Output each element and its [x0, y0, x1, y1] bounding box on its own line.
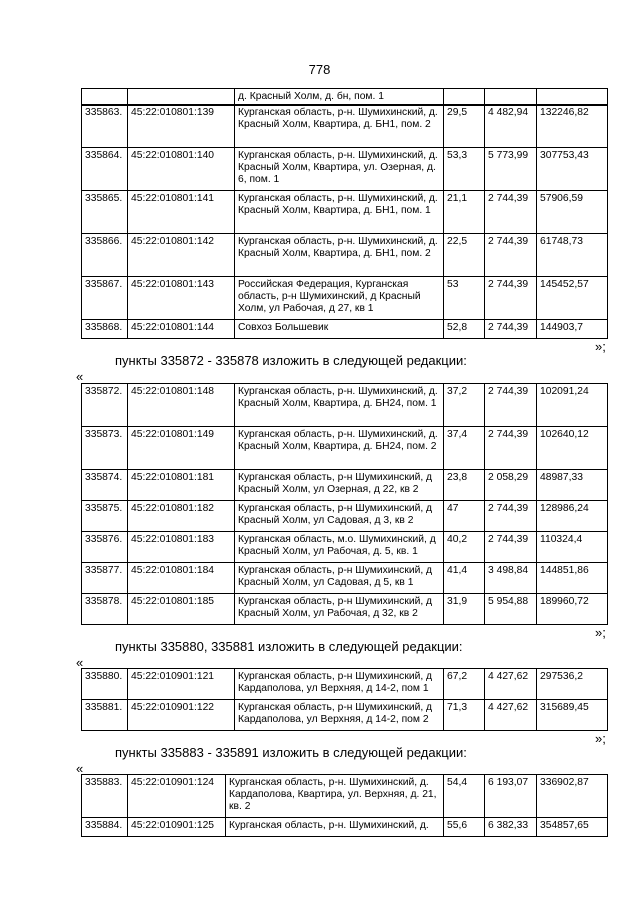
table-row: [82, 470, 608, 501]
table-row: [82, 234, 608, 277]
address-cell: Курганская область, р-н. Шумихинский, д. Красный Холм, Квартира, д. БН1, пом. 2: [235, 234, 444, 277]
address-cell: Курганская область, р-н. Шумихинский, д. Красный Холм, Квартира, д. БН24, пом. 1: [235, 384, 444, 427]
area-cell: [444, 89, 485, 106]
address-cell: Российская Федерация, Курганская область, р-н Шумихинский, д Красный Холм, ул Рабочая, д 27, кв 1: [235, 277, 444, 320]
area-cell: 22,5: [444, 234, 485, 277]
address-cell: Курганская область, м.о. Шумихинский, д Красный Холм, ул Рабочая, д. 5, кв. 1: [235, 532, 444, 563]
area-cell: 37,4: [444, 427, 485, 470]
row-number-cell: 335881.: [82, 700, 128, 731]
cadastral-number-cell: 45:22:010801:141: [128, 191, 235, 234]
table-row: [82, 594, 608, 625]
cadastral-number-cell: 45:22:010801:140: [128, 148, 235, 191]
cadastral-price-cell: 6 193,07: [485, 775, 537, 818]
area-cell: 53,3: [444, 148, 485, 191]
table-row: [82, 89, 608, 106]
address-cell: Курганская область, р-н. Шумихинский, д.: [226, 818, 444, 837]
address-cell: Курганская область, р-н. Шумихинский, д. Красный Холм, Квартира, д. БН1, пом. 1: [235, 191, 444, 234]
table-row: [82, 818, 608, 837]
cadastral-price-cell: 2 744,39: [485, 234, 537, 277]
address-cell: д. Красный Холм, д. бн, пом. 1: [235, 89, 444, 106]
cadastral-number-cell: 45:22:010801:142: [128, 234, 235, 277]
page-number: 778: [308, 62, 331, 77]
cadastral-value-cell: 297536,2: [537, 669, 608, 700]
address-cell: Курганская область, р-н. Шумихинский, д. Красный Холм, Квартира, д. БН24, пом. 2: [235, 427, 444, 470]
cadastral-price-cell: 6 382,33: [485, 818, 537, 837]
table-row: [82, 105, 608, 148]
cadastral-value-cell: 144903,7: [537, 320, 608, 339]
registry-table-4: [81, 774, 608, 837]
cadastral-value-cell: 336902,87: [537, 775, 608, 818]
row-number-cell: 335883.: [82, 775, 128, 818]
cadastral-value-cell: 132246,82: [537, 105, 608, 148]
area-cell: 55,6: [444, 818, 485, 837]
opening-quote: «: [76, 655, 84, 670]
area-cell: 54,4: [444, 775, 485, 818]
cadastral-price-cell: 2 744,39: [485, 532, 537, 563]
table-row: [82, 775, 608, 818]
address-cell: Курганская область, р-н Шумихинский, д Красный Холм, ул Озерная, д 22, кв 2: [235, 470, 444, 501]
row-number-cell: 335875.: [82, 501, 128, 532]
cadastral-price-cell: 2 744,39: [485, 501, 537, 532]
cadastral-value-cell: 57906,59: [537, 191, 608, 234]
row-number-cell: 335863.: [82, 105, 128, 148]
cadastral-number-cell: 45:22:010901:121: [128, 669, 235, 700]
cadastral-price-cell: 2 744,39: [485, 191, 537, 234]
row-number-cell: 335865.: [82, 191, 128, 234]
address-cell: Курганская область, р-н Шумихинский, д Красный Холм, ул Садовая, д 3, кв 2: [235, 501, 444, 532]
address-cell: Совхоз Большевик: [235, 320, 444, 339]
row-number-cell: 335876.: [82, 532, 128, 563]
cadastral-number-cell: 45:22:010801:139: [128, 105, 235, 148]
table-row: [82, 700, 608, 731]
table-row: [82, 501, 608, 532]
table-row: [82, 563, 608, 594]
cadastral-number-cell: 45:22:010801:148: [128, 384, 235, 427]
row-number-cell: 335877.: [82, 563, 128, 594]
cadastral-price-cell: [485, 89, 537, 106]
cadastral-number-cell: 45:22:010801:144: [128, 320, 235, 339]
cadastral-number-cell: 45:22:010801:183: [128, 532, 235, 563]
area-cell: 21,1: [444, 191, 485, 234]
cadastral-value-cell: 307753,43: [537, 148, 608, 191]
area-cell: 71,3: [444, 700, 485, 731]
row-number-cell: 335864.: [82, 148, 128, 191]
row-number-cell: 335880.: [82, 669, 128, 700]
area-cell: 52,8: [444, 320, 485, 339]
cadastral-value-cell: 315689,45: [537, 700, 608, 731]
row-number-cell: 335872.: [82, 384, 128, 427]
registry-table-2: [81, 383, 608, 625]
row-number-cell: 335867.: [82, 277, 128, 320]
table-row: [82, 148, 608, 191]
row-number-cell: 335884.: [82, 818, 128, 837]
cadastral-price-cell: 2 744,39: [485, 277, 537, 320]
cadastral-price-cell: 2 744,39: [485, 320, 537, 339]
cadastral-value-cell: 144851,86: [537, 563, 608, 594]
closing-quote: »;: [595, 731, 606, 746]
amendment-paragraph-3: пункты 335883 - 335891 изложить в следующей редакции:: [115, 745, 467, 760]
cadastral-value-cell: [537, 89, 608, 106]
row-number-cell: 335866.: [82, 234, 128, 277]
table-row: [82, 669, 608, 700]
cadastral-number-cell: [128, 89, 235, 106]
amendment-paragraph-1: пункты 335872 - 335878 изложить в следующей редакции:: [115, 353, 467, 368]
address-cell: Курганская область, р-н Шумихинский, д Красный Холм, ул Рабочая, д 32, кв 2: [235, 594, 444, 625]
cadastral-price-cell: 5 954,88: [485, 594, 537, 625]
cadastral-price-cell: 2 744,39: [485, 384, 537, 427]
cadastral-price-cell: 5 773,99: [485, 148, 537, 191]
cadastral-price-cell: 4 427,62: [485, 700, 537, 731]
row-number-cell: 335878.: [82, 594, 128, 625]
address-cell: Курганская область, р-н Шумихинский, д Кардаполова, ул Верхняя, д 14-2, пом 1: [235, 669, 444, 700]
table-row: [82, 320, 608, 339]
table-row: [82, 427, 608, 470]
table-row: [82, 191, 608, 234]
address-cell: Курганская область, р-н. Шумихинский, д. Красный Холм, Квартира, д. БН1, пом. 2: [235, 105, 444, 148]
cadastral-number-cell: 45:22:010801:185: [128, 594, 235, 625]
table-row: [82, 384, 608, 427]
address-cell: Курганская область, р-н. Шумихинский, д. Красный Холм, Квартира, ул. Озерная, д. 6, пом. 1: [235, 148, 444, 191]
area-cell: 31,9: [444, 594, 485, 625]
area-cell: 41,4: [444, 563, 485, 594]
registry-table-1: [81, 104, 608, 339]
cadastral-value-cell: 189960,72: [537, 594, 608, 625]
cadastral-number-cell: 45:22:010801:184: [128, 563, 235, 594]
address-cell: Курганская область, р-н. Шумихинский, д. Кардаполова, Квартира, ул. Верхняя, д. 21, кв. 2: [226, 775, 444, 818]
area-cell: 53: [444, 277, 485, 320]
cadastral-value-cell: 354857,65: [537, 818, 608, 837]
area-cell: 37,2: [444, 384, 485, 427]
amendment-paragraph-2: пункты 335880, 335881 изложить в следующей редакции:: [115, 639, 463, 654]
cadastral-price-cell: 2 744,39: [485, 427, 537, 470]
row-number-cell: 335873.: [82, 427, 128, 470]
cadastral-value-cell: 102091,24: [537, 384, 608, 427]
table-row: [82, 277, 608, 320]
area-cell: 29,5: [444, 105, 485, 148]
cadastral-number-cell: 45:22:010901:122: [128, 700, 235, 731]
area-cell: 40,2: [444, 532, 485, 563]
cadastral-price-cell: 2 058,29: [485, 470, 537, 501]
cadastral-value-cell: 102640,12: [537, 427, 608, 470]
opening-quote: «: [76, 761, 84, 776]
area-cell: 67,2: [444, 669, 485, 700]
cadastral-value-cell: 61748,73: [537, 234, 608, 277]
cadastral-price-cell: 3 498,84: [485, 563, 537, 594]
address-cell: Курганская область, р-н Шумихинский, д Красный Холм, ул Садовая, д 5, кв 1: [235, 563, 444, 594]
table-row: [82, 532, 608, 563]
cadastral-number-cell: 45:22:010801:182: [128, 501, 235, 532]
row-number-cell: [82, 89, 128, 106]
cadastral-number-cell: 45:22:010901:125: [128, 818, 226, 837]
cadastral-value-cell: 48987,33: [537, 470, 608, 501]
cadastral-number-cell: 45:22:010801:149: [128, 427, 235, 470]
row-number-cell: 335868.: [82, 320, 128, 339]
cadastral-price-cell: 4 482,94: [485, 105, 537, 148]
cadastral-number-cell: 45:22:010801:143: [128, 277, 235, 320]
cadastral-value-cell: 145452,57: [537, 277, 608, 320]
area-cell: 23,8: [444, 470, 485, 501]
closing-quote: »;: [595, 339, 606, 354]
cadastral-price-cell: 4 427,62: [485, 669, 537, 700]
address-cell: Курганская область, р-н Шумихинский, д Кардаполова, ул Верхняя, д 14-2, пом 2: [235, 700, 444, 731]
closing-quote: »;: [595, 625, 606, 640]
cadastral-value-cell: 128986,24: [537, 501, 608, 532]
opening-quote: «: [76, 369, 84, 384]
row-number-cell: 335874.: [82, 470, 128, 501]
cadastral-number-cell: 45:22:010801:181: [128, 470, 235, 501]
cadastral-number-cell: 45:22:010901:124: [128, 775, 226, 818]
registry-table-3: [81, 668, 608, 731]
area-cell: 47: [444, 501, 485, 532]
cadastral-value-cell: 110324,4: [537, 532, 608, 563]
